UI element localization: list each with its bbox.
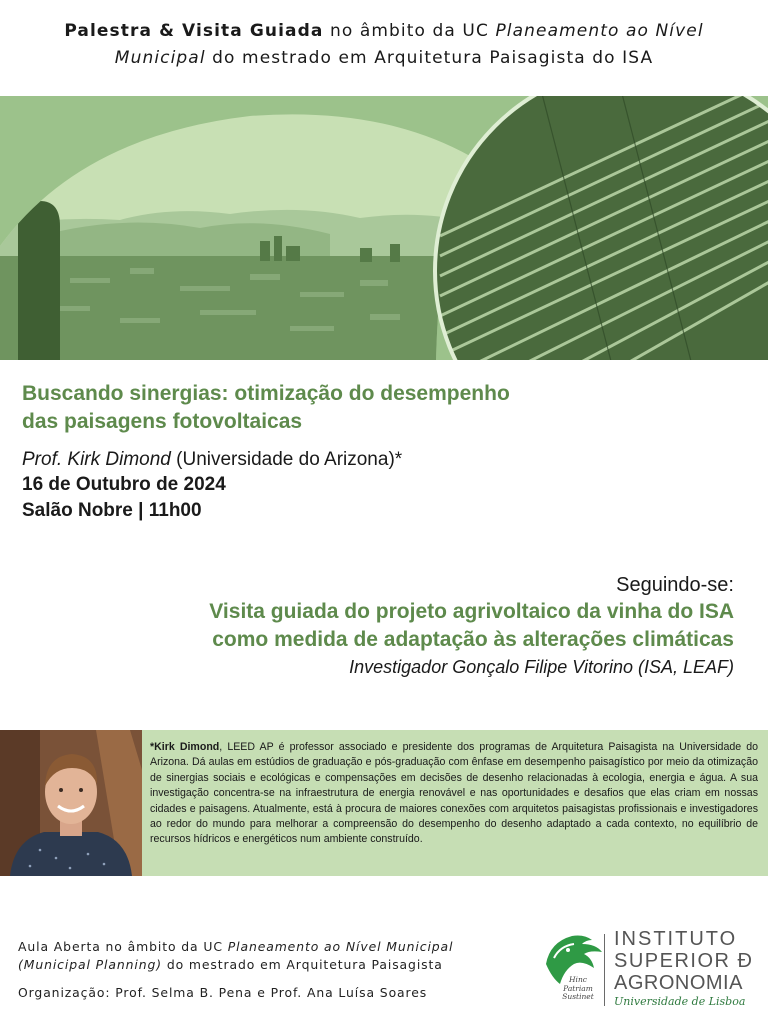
course-name: Planeamento ao Nível <box>495 21 704 41</box>
logo-line-3: AGRONOMIA <box>614 972 743 994</box>
logo-motto-1: Hinc <box>569 975 587 984</box>
logo-text <box>614 928 753 1010</box>
bio-body: , LEED AP é professor associado e presidente dos programas de Arquitetura Paisagista na Universidade do Arizona. Dá aulas em estúdios de graduação e pós-graduação com ênfase em desempenho paisagístico por meio da otimização de sinergias sociais e ecológicas e compensações em decisões de desenho relacionadas à ecologia, energia e água. A sua investigação concentra-se na infraestrutura de energia renovável e nas oportunidades e desafios que elas criam em nossas cidades e paisagens. Atualmente, está à procura de maiores conexões com arquitetos paisagistas profissionais e investigadores ao redor do mundo para melhorar a compreensão do desempenho do desenho adaptado a cada contexto, no equilíbrio de recursos hídricos e energéticos num ambiente construído. <box>150 741 759 846</box>
isa-logo <box>540 928 762 1014</box>
logo-motto <box>558 976 598 1002</box>
bio-text <box>150 740 758 848</box>
talk-date: 16 de Outubro de 2024 <box>22 474 226 495</box>
talk-title-line-2: das paisagens fotovoltaicas <box>22 410 303 433</box>
hero-illustration <box>0 96 768 360</box>
logo-line-2: SUPERIOR Ð <box>614 950 754 972</box>
speaker-photo <box>0 730 142 876</box>
footer-line-2 <box>18 956 518 974</box>
footer-text: Aula Aberta no âmbito da UC <box>18 939 228 954</box>
course-name-cont: Municipal <box>114 48 206 68</box>
talk-title-line-1: Buscando sinergias: otimização do desempenho <box>22 382 510 405</box>
hero-image <box>0 96 768 360</box>
talk-speaker <box>22 448 742 472</box>
visit-speaker: Investigador Gonçalo Filipe Vitorino (ISA, LEAF) <box>349 657 734 677</box>
bio-name: *Kirk Dimond <box>150 741 220 753</box>
talk-title <box>22 380 742 436</box>
footer-text-2: do mestrado em Arquitetura Paisagista <box>161 957 443 972</box>
visit-title <box>34 598 734 654</box>
logo-motto-3: Sustinet <box>562 992 594 1001</box>
logo-university: Universidade de Lisboa <box>614 995 746 1008</box>
logo-line-1: INSTITUTO <box>614 928 738 950</box>
visit-title-line-1: Visita guiada do projeto agrivoltaico da vinha do ISA <box>209 600 734 623</box>
header-line-2 <box>0 45 768 72</box>
header-text: no âmbito da UC <box>323 21 496 41</box>
footer-course: Planeamento ao Nível Municipal <box>227 939 454 954</box>
footer-organization: Organização: Prof. Selma B. Pena e Prof. Ana Luísa Soares <box>18 985 428 1000</box>
speaker-bio <box>0 730 768 876</box>
speaker-affiliation: (Universidade do Arizona)* <box>170 449 403 470</box>
event-header <box>0 18 768 72</box>
footer <box>18 938 518 1002</box>
followup-label: Seguindo-se: <box>616 574 734 596</box>
footer-course-en: (Municipal Planning) <box>18 957 162 972</box>
header-text-2: do mestrado em Arquitetura Paisagista do ISA <box>205 48 654 68</box>
header-line-1 <box>0 18 768 45</box>
footer-line-1 <box>18 938 518 956</box>
speaker-name: Prof. Kirk Dimond <box>22 449 171 470</box>
visit-title-line-2: como medida de adaptação às alterações climáticas <box>212 628 734 651</box>
logo-motto-2: Patriam <box>563 983 593 993</box>
talk-place: Salão Nobre | 11h00 <box>22 500 202 521</box>
event-type: Palestra & Visita Guiada <box>64 21 324 41</box>
followup-section <box>34 572 734 680</box>
talk-section <box>22 380 742 524</box>
logo-divider <box>604 934 605 1006</box>
